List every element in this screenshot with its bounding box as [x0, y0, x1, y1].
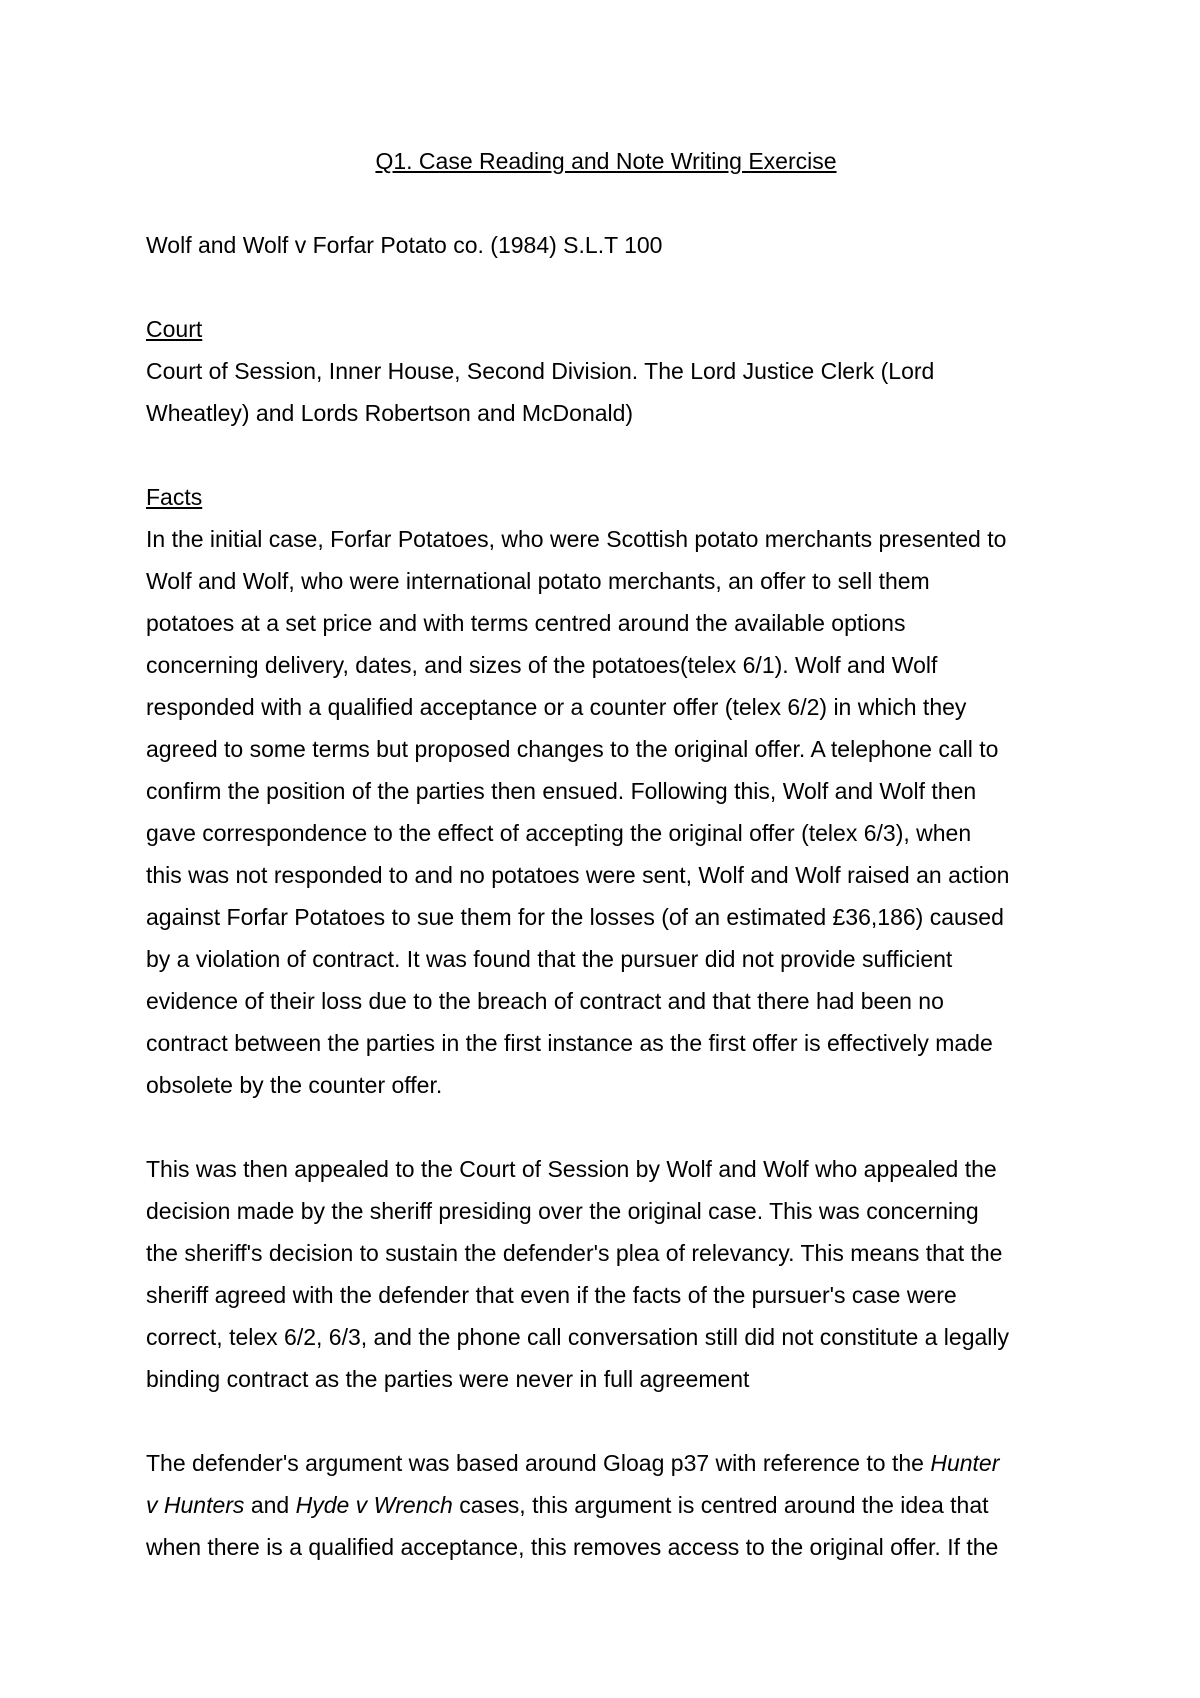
- facts-line: responded with a qualified acceptance or a counter offer (telex 6/2) in which they: [146, 694, 967, 720]
- spacer: [146, 434, 1066, 476]
- facts-line: concerning delivery, dates, and sizes of the potatoes(telex 6/1). Wolf and Wolf: [146, 652, 938, 678]
- defender-line: [146, 1484, 1066, 1526]
- facts-line: evidence of their loss due to the breach of contract and that there had been no: [146, 988, 944, 1014]
- facts-line: confirm the position of the parties then ensued. Following this, Wolf and Wolf then: [146, 778, 977, 804]
- court-line: Wheatley) and Lords Robertson and McDonald): [146, 400, 634, 426]
- facts-paragraph: [146, 518, 1066, 1106]
- facts-line: potatoes at a set price and with terms centred around the available options: [146, 610, 906, 636]
- defender-text: and: [244, 1492, 296, 1518]
- facts-line: against Forfar Potatoes to sue them for the losses (of an estimated £36,186) caused: [146, 904, 1004, 930]
- facts-line: Wolf and Wolf, who were international potato merchants, an offer to sell them: [146, 568, 930, 594]
- case-name-italic: Hunter: [930, 1450, 1000, 1476]
- case-name-italic: Hyde v Wrench: [295, 1492, 453, 1518]
- case-citation: Wolf and Wolf v Forfar Potato co. (1984) S.L.T 100: [146, 232, 663, 258]
- court-heading: Court: [146, 316, 203, 342]
- appeal-line: decision made by the sheriff presiding over the original case. This was concerning: [146, 1198, 979, 1224]
- case-name-italic: v Hunters: [146, 1492, 245, 1518]
- appeal-line: correct, telex 6/2, 6/3, and the phone call conversation still did not constitute a legally: [146, 1324, 1010, 1350]
- appeal-line: the sheriff's decision to sustain the defender's plea of relevancy. This means that the: [146, 1240, 1003, 1266]
- facts-line: In the initial case, Forfar Potatoes, who were Scottish potato merchants presented to: [146, 526, 1007, 552]
- spacer: [146, 266, 1066, 308]
- spacer: [146, 1400, 1066, 1442]
- defender-text: The defender's argument was based around Gloag p37 with reference to the: [146, 1450, 931, 1476]
- facts-line: obsolete by the counter offer.: [146, 1072, 443, 1098]
- facts-line: gave correspondence to the effect of accepting the original offer (telex 6/3), when: [146, 820, 972, 846]
- spacer: [146, 182, 1066, 224]
- defender-line: [146, 1442, 1066, 1484]
- facts-line: this was not responded to and no potatoes were sent, Wolf and Wolf raised an action: [146, 862, 1010, 888]
- document-body: [146, 140, 1066, 1568]
- facts-line: contract between the parties in the first instance as the first offer is effectively made: [146, 1030, 993, 1056]
- defender-text: cases, this argument is centred around the idea that: [452, 1492, 989, 1518]
- document-title: Q1. Case Reading and Note Writing Exercise: [375, 148, 837, 174]
- facts-line: agreed to some terms but proposed changes to the original offer. A telephone call to: [146, 736, 999, 762]
- facts-heading: Facts: [146, 484, 203, 510]
- defender-paragraph: [146, 1442, 1066, 1568]
- court-paragraph: [146, 350, 1066, 434]
- appeal-line: binding contract as the parties were never in full agreement: [146, 1366, 750, 1392]
- appeal-line: sheriff agreed with the defender that even if the facts of the pursuer's case were: [146, 1282, 957, 1308]
- appeal-paragraph: [146, 1148, 1066, 1400]
- court-line: Court of Session, Inner House, Second Division. The Lord Justice Clerk (Lord: [146, 358, 935, 384]
- defender-line: when there is a qualified acceptance, this removes access to the original offer. If the: [146, 1534, 999, 1560]
- facts-line: by a violation of contract. It was found that the pursuer did not provide sufficient: [146, 946, 953, 972]
- spacer: [146, 1106, 1066, 1148]
- appeal-line: This was then appealed to the Court of Session by Wolf and Wolf who appealed the: [146, 1156, 997, 1182]
